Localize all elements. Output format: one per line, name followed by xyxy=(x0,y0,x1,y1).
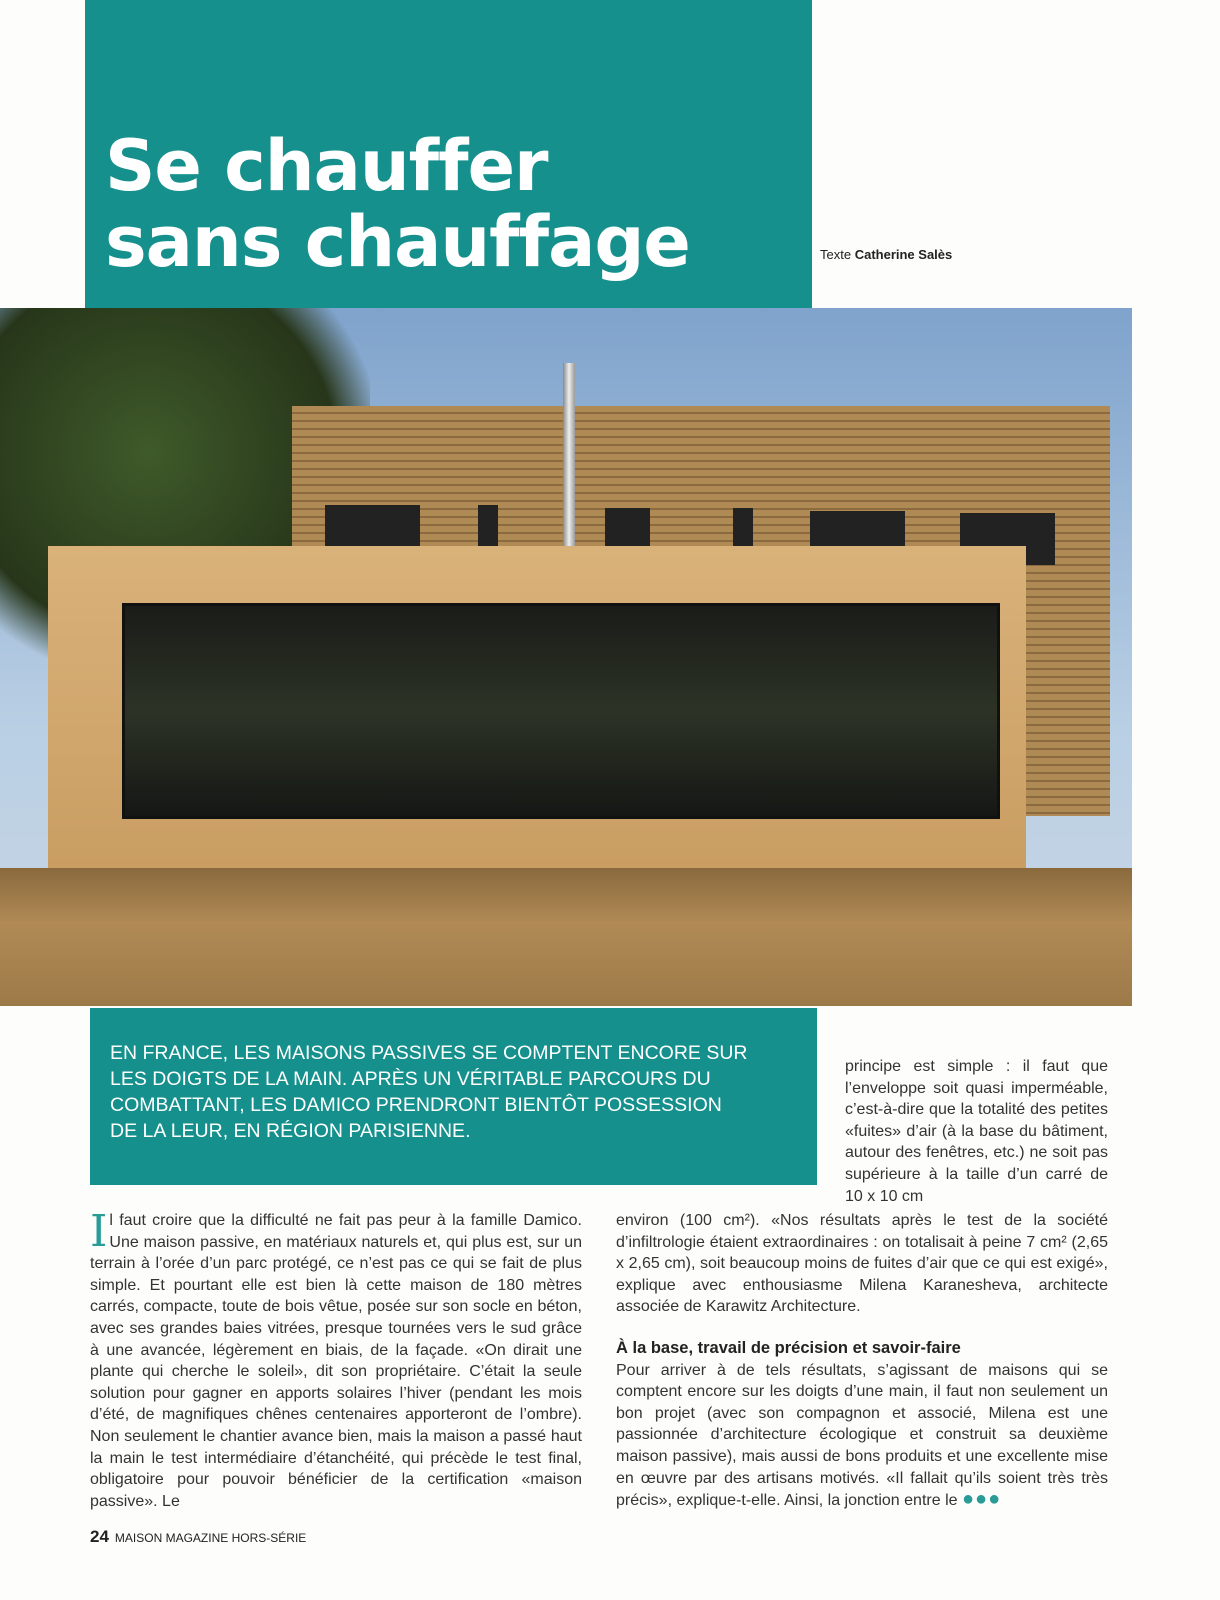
title-line-1: Se chauffer xyxy=(105,125,548,207)
paragraph: principe est simple : il faut que l’enveloppe soit quasi imperméable, c’est-à-dire que la totalité des petites «fuites» d’air (à la base du bâtiment, autour des fenêtres, etc.) ne soit pas supérieure à la taille d’un carré de 10 x 10 cm xyxy=(845,1058,1108,1205)
paragraph xyxy=(616,1360,1108,1512)
page-title xyxy=(105,125,690,283)
glass-facade xyxy=(122,603,1000,819)
byline xyxy=(820,247,952,262)
title-line-2: sans chauffage xyxy=(105,201,690,283)
title-block xyxy=(85,0,812,310)
paragraph: environ (100 cm²). «Nos résultats après le test de la société d’infiltrologie étaient extraordinaires : on totalisait à peine 7 cm² (2,65 x 2,65 cm), soit beaucoup moins de fuites d’air que ce qui est exigé», explique avec enthousiasme Milena Karanesheva, architecte associée de Karawitz Architecture. xyxy=(616,1212,1108,1316)
lede-text: EN FRANCE, LES MAISONS PASSIVES SE COMPTENT ENCORE SUR LES DOIGTS DE LA MAIN. APRÈS UN VÉRITABLE PARCOURS DU COMBATTANT, LES DAMICO PRENDRONT BIENTÔT POSSESSION DE LA LEUR, EN RÉGION PARISIENNE. xyxy=(110,1042,748,1142)
article-column-2-top xyxy=(845,1056,1108,1207)
ground xyxy=(0,868,1132,1006)
drop-cap: I xyxy=(90,1206,108,1257)
lede-block xyxy=(90,1008,817,1185)
house-photo xyxy=(0,308,1132,1006)
byline-author: Catherine Salès xyxy=(854,247,953,262)
continue-dots-icon: ●●● xyxy=(961,1488,1002,1511)
byline-prefix: Texte xyxy=(820,247,852,262)
paragraph xyxy=(90,1206,582,1512)
section-subheading: À la base, travail de précision et savoir-faire xyxy=(616,1338,961,1357)
paragraph-text: Pour arriver à de tels résultats, s’agissant de maisons qui se comptent encore sur les doigts d’une main, il faut non seulement un bon projet (avec son compagnon et associé, Milena est une passionnée d’architecture écologique et construit sa deuxième maison passive), mais aussi de bons produits et une excellente mise en œuvre par des artisans motivés. «Il fallait qu’ils soient très très précis», explique-t-elle. Ainsi, la jonction entre le xyxy=(616,1361,1108,1510)
article-column-2 xyxy=(616,1210,1108,1512)
page-footer xyxy=(90,1527,306,1547)
chimney xyxy=(563,363,575,563)
paragraph-text: l faut croire que la difficulté ne fait pas peur à la famille Damico. Une maison passive, en matériaux naturels et, qui plus est, sur un terrain à l’orée d’un parc protégé, ce n’est pas ce qui se fait de plus simple. Et pourtant elle est bien là cette maison de 180 mètres carrés, compacte, toute de bois vêtue, posée sur son socle en béton, avec ses grandes baies vitrées, presque tournées vers le sud grâce à une avancée, légèrement en biais, de la façade. «On dirait une plante qui cherche le soleil», dit son propriétaire. C’était la seule solution pour gagner en apports solaires l’hiver (pendant les mois d’été, de magnifiques chênes centenaires apporteront de l’ombre). Non seulement le chantier avance bien, mais la maison a passé haut la main le test intermédiaire d’étanchéité, qui précède le test final, obligatoire pour pouvoir bénéficier de la certification «maison passive». Le xyxy=(90,1212,582,1510)
page-number: 24 xyxy=(90,1527,109,1546)
article-column-1 xyxy=(90,1206,582,1512)
publication-name: MAISON MAGAZINE HORS-SÉRIE xyxy=(114,1531,307,1545)
